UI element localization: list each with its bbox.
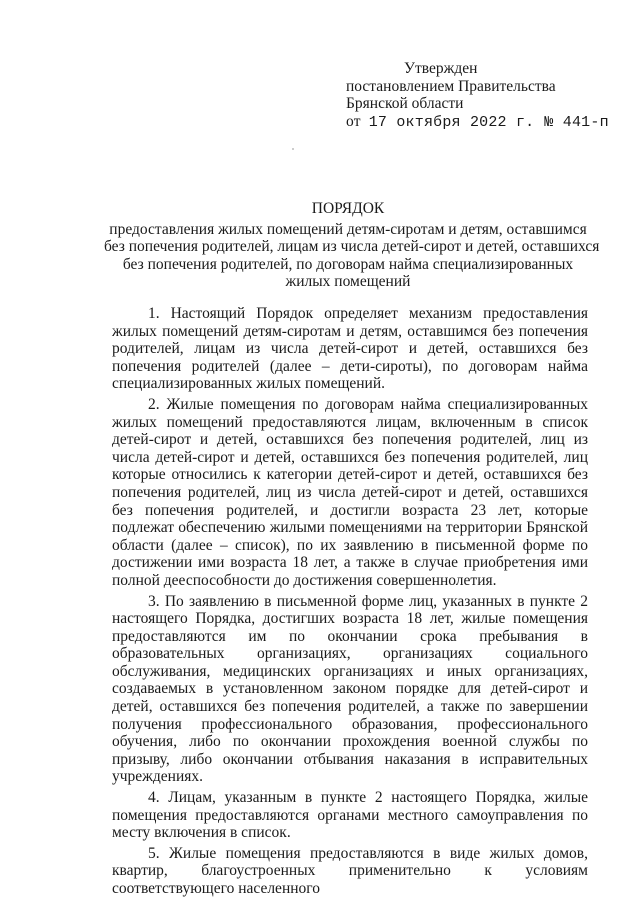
approval-from-label: от <box>346 112 361 130</box>
document-subtitle <box>104 220 600 291</box>
scan-speck <box>292 148 294 150</box>
subtitle-line: жилых помещений <box>285 273 411 290</box>
document-title: ПОРЯДОК <box>311 200 385 217</box>
paragraph-1: 1. Настоящий Порядок определяет механизм предоставления жилых помещений детям-сиротам и детям, оставшимся без попечения родителей, лицам из числа детей-сирот и детей, оставшихся без попечения родителей (далее – дети-сироты), по договорам найма специализированных жилых помещений. <box>112 305 588 393</box>
approval-date-line <box>346 112 609 132</box>
approval-line-resolution: постановлением Правительства <box>346 77 556 95</box>
subtitle-line: без попечения родителей, по договорам найма специализированных <box>122 255 574 273</box>
paragraph-5: 5. Жилые помещения предоставляются в виде жилых домов, квартир, благоустроенных применительно к условиям соответствующего населенного <box>112 844 588 897</box>
approval-date: 17 октября 2022 г. <box>368 113 535 131</box>
document-heading <box>104 200 600 291</box>
paragraph-4: 4. Лицам, указанным в пункте 2 настоящего Порядка, жилые помещения предоставляются органами местного самоуправления по месту включения в список. <box>112 789 588 842</box>
subtitle-line: без попечения родителей, лицам из числа детей-сирот и детей, оставшихся <box>104 238 600 255</box>
approval-stamp-block <box>346 60 609 131</box>
approval-line-approved: Утвержден <box>404 60 478 77</box>
document-body <box>112 305 588 898</box>
paragraph-2: 2. Жилые помещения по договорам найма специализированных жилых помещений предоставляются лицам, включенным в список детей-сирот и детей, оставшихся без попечения родителей, лиц из числа детей-сирот и детей, оставшихся без попечения родителей, лиц которые относились к категории детей-сирот и детей, оставшихся без попечения родителей, лиц из числа детей-сирот и детей, оставшихся без попечения родителей, и достигли возраста 23 лет, которые подлежат обеспечению жилыми помещениями на территории Брянской области (далее – список), по их заявлению в письменной форме по достижении ими возраста 18 лет, а также в случае приобретения ими полной дееспособности до достижения совершеннолетия. <box>112 395 588 589</box>
subtitle-line: предоставления жилых помещений детям-сиротам и детям, оставшимся <box>109 220 587 238</box>
approval-number: № 441-п <box>544 113 609 131</box>
approval-line-region: Брянской области <box>346 95 464 112</box>
paragraph-3: 3. По заявлению в письменной форме лиц, указанных в пункте 2 настоящего Порядка, достигших возраста 18 лет, жилые помещения предоставляются им по окончании срока пребывания в образовательных организациях, организациях социального обслуживания, медицинских организациях и иных организациях, создаваемых в установленном законом порядке для детей-сирот и детей, оставшихся без попечения родителей, а также по завершении получения профессионального образования, профессионального обучения, либо по окончании прохождения военной службы по призыву, либо окончании отбывания наказания в исправительных учреждениях. <box>112 592 588 786</box>
